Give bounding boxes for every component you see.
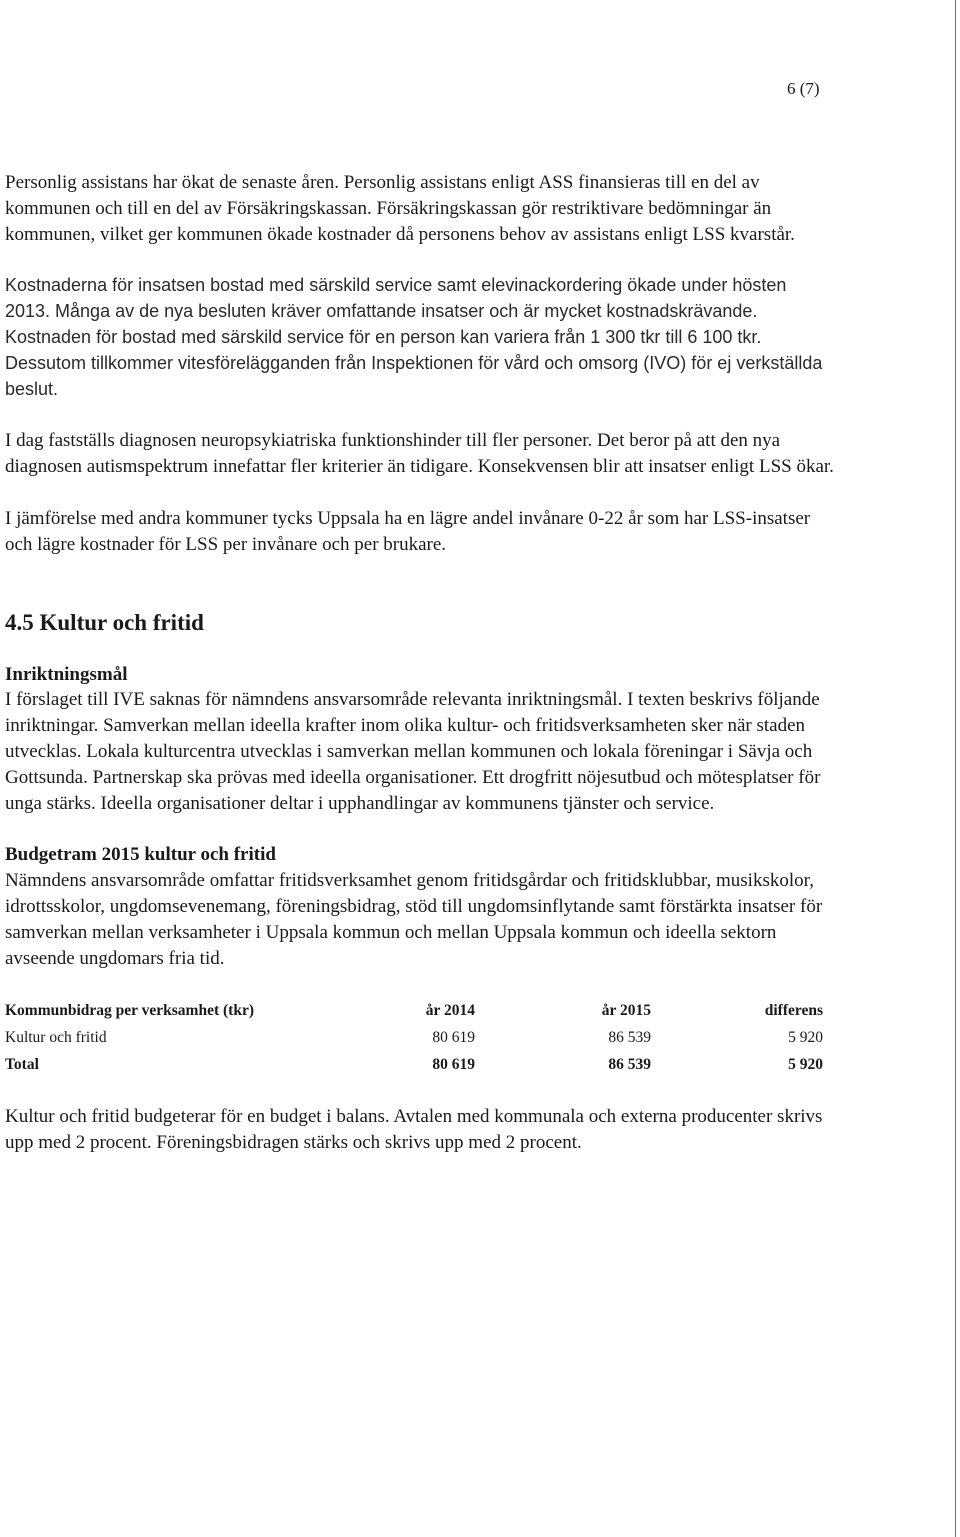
goals-paragraph: I förslaget till IVE saknas för nämndens ansvarsområde relevanta inriktningsmål. I texten beskrivs följande inriktningar. Samverkan mellan ideella krafter inom olika kultur- och fritidsverksamheten sker när staden utvecklas. Lokala kulturcentra utvecklas i samverkan mellan kommunen och lokala föreningar i Sävja och Gottsunda. Partnerskap ska prövas med ideella organisationer. Ett drogfritt nöjesutbud och mötesplatser för unga stärks. Ideella organisationer deltar i upphandlingar av kommunens tjänster och service. [5, 689, 821, 814]
paragraph-housing-costs: Kostnaderna för insatsen bostad med särskild service samt elevinackordering ökade under hösten 2013. Många av de nya besluten kräver omfattande insatser och är mycket kostnadskrävande. Kostnaden för bostad med särskild service för en person kan variera från 1 300 tkr till 6 100 tkr. Dessutom tillkommer vitesförelägganden från Inspektionen för vård och omsorg (IVO) för ej verkställda beslut. [5, 275, 823, 399]
page-number: 6 (7) [787, 79, 820, 98]
row-value-difference: 5 920 [788, 1028, 823, 1046]
header-activity: Kommunbidrag per verksamhet (tkr) [5, 1001, 254, 1019]
table-total-row [5, 1051, 823, 1078]
budget-paragraph: Nämndens ansvarsområde omfattar fritidsverksamhet genom fritidsgårdar och fritidsklubbar, musikskolor, idrottsskolor, ungdomsevenemang, föreningsbidrag, stöd till ungdomsinflytande samt förstärkta insatser för samverkan mellan verksamheter i Uppsala kommun och mellan Uppsala kommun och ideella sektorn avseende ungdomars fria tid. [5, 870, 823, 969]
paragraph-comparison: I jämförelse med andra kommuner tycks Uppsala ha en lägre andel invånare 0-22 år som har LSS-insatser och lägre kostnader för LSS per invånare och per brukare. [5, 507, 811, 555]
total-label: Total [5, 1055, 39, 1073]
header-year-2015: år 2015 [601, 1001, 651, 1019]
total-value-2014: 80 619 [432, 1055, 475, 1073]
page-edge-line [955, 0, 956, 1537]
budget-table [5, 997, 823, 1078]
header-year-2014: år 2014 [425, 1001, 475, 1019]
paragraph-diagnosis: I dag fastställs diagnosen neuropsykiatriska funktionshinder till fler personer. Det beror på att den nya diagnosen autismspektrum innefattar fler kriterier än tidigare. Konsekvensen blir att insatser enligt LSS ökar. [5, 430, 834, 478]
budget-table-header-row [5, 997, 823, 1024]
closing-paragraph: Kultur och fritid budgeterar för en budget i balans. Avtalen med kommunala och externa producenter skrivs upp med 2 procent. Föreningsbidragen stärks och skrivs upp med 2 procent. [5, 1106, 823, 1154]
header-difference: differens [764, 1001, 823, 1019]
row-value-2015: 86 539 [608, 1028, 651, 1046]
document-body [5, 170, 835, 1156]
budget-heading: Budgetram 2015 kultur och fritid [5, 844, 276, 866]
goals-heading: Inriktningsmål [5, 663, 128, 685]
paragraph-personal-assistance: Personlig assistans har ökat de senaste åren. Personlig assistans enligt ASS finansieras till en del av kommunen och till en del av Försäkringskassan. Försäkringskassan gör restriktivare bedömningar än kommunen, vilket ger kommunen ökade kostnader då personens behov av assistans enligt LSS kvarstår. [5, 172, 795, 245]
table-row [5, 1024, 823, 1051]
section-heading-culture-leisure: 4.5 Kultur och fritid [5, 609, 204, 635]
row-label: Kultur och fritid [5, 1028, 107, 1046]
row-value-2014: 80 619 [432, 1028, 475, 1046]
total-value-2015: 86 539 [608, 1055, 651, 1073]
total-value-difference: 5 920 [788, 1055, 823, 1073]
